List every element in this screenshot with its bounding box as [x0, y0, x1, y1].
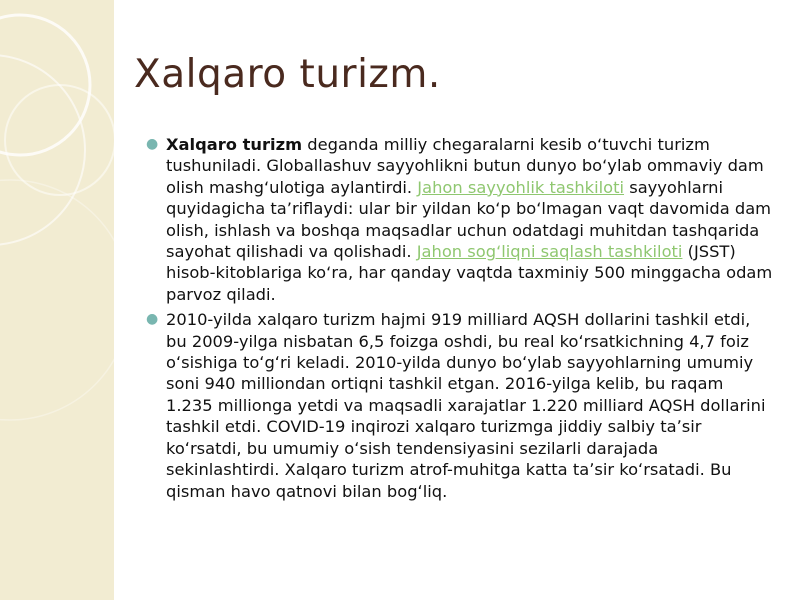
bullet-item — [146, 134, 774, 305]
bullet-dot-icon: ● — [146, 311, 159, 328]
bullet-item — [146, 309, 774, 502]
link-jahon-sogliqni-saqlash-tashkiloti[interactable]: Jahon sog‘liqni saqlash tashkiloti — [416, 242, 683, 262]
bullet-text: sayyohlarni quyidagicha ta’riflaydi: ular bir yildan ko‘p bo‘lmagan vaqt davomida dam olish, ishlash va boshqa maqsadlar uchun odatdagi muhitdan tashqarida sayohat qilishadi va qolishadi. — [166, 177, 772, 262]
bullet-text: 2010-yilda xalqaro turizm hajmi 919 milliard AQSH dollarini tashkil etdi, bu 2009-yilga nisbatan 6,5 foizga oshdi, bu real koʻrsatkichning 4,7 foiz oʻsishiga toʻgʻri keladi. 2010-yilda dunyo boʻylab sayyohlarning umumiy soni 940 milliondan ortiqni tashkil etgan. 2016-yilga kelib, bu raqam 1.235 millionga yetdi va maqsadli xarajatlar 1.220 milliard AQSH dollarini tashkil etdi. COVID-19 inqirozi xalqaro turizmga jiddiy salbiy taʼsir koʻrsatdi, bu umumiy oʻsish tendensiyasini sezilarli darajada sekinlashtirdi. Xalqaro turizm atrof-muhitga katta taʼsir koʻrsatadi. Bu qisman havo qatnovi bilan bogʻliq. — [166, 310, 766, 501]
link-jahon-sayyohlik-tashkiloti[interactable]: Jahon sayyohlik tashkiloti — [417, 177, 625, 197]
decorative-side-panel — [0, 0, 114, 600]
bullet-dot-icon: ● — [146, 136, 159, 152]
decorative-arcs — [0, 0, 114, 600]
bullet-text: (JSST) hisob-kitoblariga ko‘ra, har qanday vaqtda taxminiy 500 minggacha odam parvoz qiladi. — [166, 242, 773, 304]
slide-body — [146, 134, 774, 506]
bullet-text: deganda milliy chegaralarni kesib o‘tuvchi turizm tushuniladi. Globallashuv sayyohlikni butun dunyo bo‘ylab ommaviy dam olish mashg‘ulotiga aylantirdi. — [166, 135, 764, 197]
slide-title: Xalqaro turizm. — [134, 52, 441, 97]
bullet-lead-term: Xalqaro turizm — [166, 135, 303, 154]
